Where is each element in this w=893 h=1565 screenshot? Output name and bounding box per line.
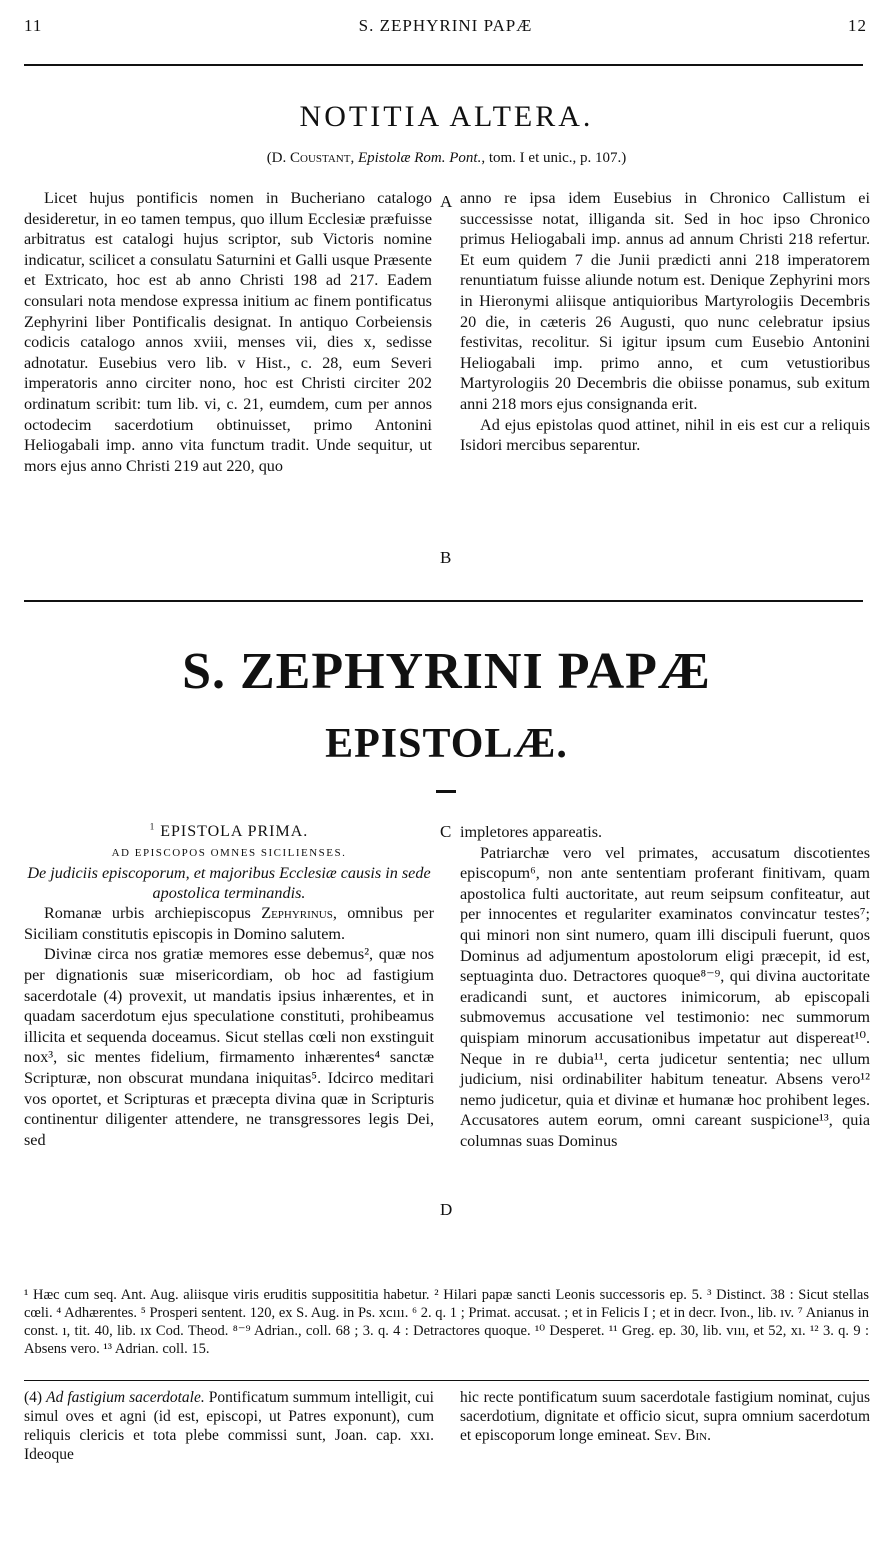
- page-number-right: 12: [848, 16, 867, 35]
- source-author: Coustant: [290, 150, 351, 166]
- epistola-title: [24, 822, 434, 843]
- epistola-right-line1: impletores appareatis.: [460, 823, 603, 841]
- salutation-b: , omnibus per Siciliam constitutis episcopis in Domino salutem.: [24, 904, 434, 943]
- title-dash: [436, 790, 456, 793]
- epistola-right-column: [460, 822, 870, 1152]
- commentary-right: [460, 1388, 870, 1445]
- commentary-ref: (4): [24, 1389, 47, 1406]
- notitia-right-column: [460, 188, 870, 456]
- running-title: S. ZEPHYRINI PAPÆ: [358, 16, 533, 35]
- salutation-a: Romanæ urbis archiepiscopus: [44, 904, 262, 923]
- notitia-right-text-2: Ad ejus epistolas quod attinet, nihil in eis est cur a reliquis Isidori mercibus separentur.: [460, 415, 870, 455]
- epistola-paragraph-2: Divinæ circa nos gratiæ memores esse debemus², quæ nos per dignationis suæ misericordiam, ob hoc ad fastigium sacerdotale (4) provexit, ut mandatis ipsius inhærentes, et in quadam sacerdotum ejus speculatione constituti, prohibeamus illicita et sequenda doceamus. Sicut stellas cœli non exstinguit nox³, sic mentes fidelium, firmamento inhærentes⁴ sanctæ Scripturæ, non obscurat mundana iniquitas⁵. Idcirco meditari vos oportet, et Scripturas et præcepta divina quæ in Scripturis continentur diligenter attendere, ne transgressores legis Dei, sed: [24, 945, 434, 1149]
- running-head: [24, 16, 867, 46]
- epistola-salutation: [24, 903, 434, 944]
- footnotes: ¹ Hæc cum seq. Ant. Aug. aliisque viris eruditis supposititia habetur. ² Hilari papæ sancti Leonis successoris ep. 5. ³ Distinct. 38 : Sicut stellas cœli. ⁴ Adhærentes. ⁵ Prosperi sentent. 120, ex S. Aug. in Ps. xcııı. ⁶ 2. q. 1 ; Primat. accusat. ; et in Felicis I ; et in decr. Ivon., lib. ıv. ⁷ Anianus in const. ı, tit. 40, lib. ıx Cod. Theod. ⁸⁻⁹ Adrian., coll. 68 ; 3. q. 4 : Detractores quoque. ¹⁰ Desperet. ¹¹ Greg. ep. 30, lib. vııı, et 52, xı. ¹² 3. q. 9 : Absens vero. ¹³ Adrian. coll. 15.: [24, 1287, 869, 1357]
- main-subtitle: EPISTOLÆ.: [325, 721, 568, 767]
- notitia-left-column: [24, 188, 432, 476]
- commentary-lemma: Ad fastigium sacerdotale.: [46, 1389, 205, 1406]
- epistola-note-ref: 1: [149, 821, 156, 832]
- footnote-rule: [24, 1380, 869, 1381]
- source-sep: ,: [350, 150, 358, 166]
- page-number-left: 11: [24, 16, 43, 35]
- epistola-summary: De judiciis episcoporum, et majoribus Ecclesiæ causis in sede apostolica terminandis.: [27, 864, 431, 903]
- margin-marker-b: B: [440, 548, 452, 567]
- epistola-right-paragraph: Patriarchæ vero vel primates, accusatum discotientes episcopum⁶, non ante sententiam proferant finitivam, quam apostolica fulti auctoritate, aut reum seipsum confiteatur, aut per innocentes et regulariter examinatos convincatur testes⁷; qui minori non sint numero, quam illi discipuli fuerunt, quos Dominus ad adjumentum apostolorum eligi præcepit, id est, septuaginta duo. Detractores quoque⁸⁻⁹, qui divina auctoritate eradicandi sunt, et auctores inimicorum, ab episcopali submovemus accusatione vel testimonio: nec summorum quispiam minorum accusationibus impetatur aut dispereat¹⁰. Neque in re dubia¹¹, certa judicetur sententia; nec ullum judicium, nisi ordinabiliter habitum teneatur. Absens vero¹² nemo judicetur, quia et divinæ et humanæ hoc prohibent leges. Accusatores autem eorum, omni careant suspicione¹³, quia columnas suas Dominus: [460, 843, 870, 1150]
- section-rule: [24, 600, 863, 602]
- margin-marker-d: D: [440, 1200, 453, 1219]
- source-work: Epistolæ Rom. Pont.: [357, 150, 482, 166]
- main-title: S. ZEPHYRINI PAPÆ: [182, 643, 711, 700]
- notitia-left-text: Licet hujus pontificis nomen in Bucheriano catalogo desideretur, in eo tamen tempus, quo illum Ecclesiæ præfuisse arbitratus est catalogi hujus scriptor, sub Victoris nomine indicatur, scilicet a consulatu Saturnini et Galli usque Præsente et Extricato, hoc est ab anno Christi 198 ad 217. Eadem consulari nota mendose expressa initium ac finem pontificatus Zephyrini liber Pontificalis designat. In antiquo Corbeiensis codicis catalogo annos xviii, menses vii, dies x, sedisse adnotatur. Eusebius vero lib. v Hist., c. 28, eum Severi imperatoris anno circiter nono, hoc est Christi circiter 202 ordinatum scribit: tum lib. vi, c. 21, eumdem, cum per annos octodecim sacerdotium obtinuisset, primo Antonini Heliogabali imp. anno vita functum tradit. Unde sequitur, ut mors ejus anno Christi 219 aut 220, quo: [24, 189, 432, 475]
- commentary-left: [24, 1388, 434, 1464]
- notitia-heading: NOTITIA ALTERA.: [299, 100, 594, 133]
- notitia-source: [0, 150, 893, 167]
- source-rest: , tom. I et unic., p. 107.): [481, 150, 627, 166]
- notitia-right-text-1: anno re ipsa idem Eusebius in Chronico Callistum ei successisse notat, illiganda sit. Sed in hoc ipso Chronico primus Heliogabali imp. annus ad annum Christi 218 refertur. Et eum quidem 7 die Junii prædicti anni 218 imperatorem renuntiatum fuisse aliunde notum est. Denique Zephyrini mors in Hieronymi aliisque antiquioribus Martyrologiis Decembris 20 die, in cæteris 26 Augusti, quo nunc celebratur ipsius festivitas, recolitur. Si igitur ipsum cum Eusebio Antonini Heliogabali imp. primo anno, et cum vetustioribus Martyrologiis 20 Decembris die obiisse ponamus, sub exitum anni 218 mors ejus consignanda erit.: [460, 189, 870, 413]
- commentary-signature: Sev. Bin.: [654, 1427, 711, 1444]
- margin-marker-a: A: [440, 192, 453, 211]
- source-prefix: (D.: [266, 150, 291, 166]
- epistola-title-text: EPISTOLA PRIMA.: [155, 823, 309, 840]
- commentary-left-text: Pontificatum summum intelligit, cui simul oves et agni (id est, episcopi, ut Patres exponunt), cum reliquis clericis et tota plebe commissi sunt, Joan. cap. xxı. Ideoque: [24, 1389, 434, 1463]
- margin-marker-c: C: [440, 822, 452, 841]
- epistola-address: AD EPISCOPOS OMNES SICILIENSES.: [111, 846, 347, 859]
- commentary-right-text: hic recte pontificatum suum sacerdotale fastigium nominat, cujus sacerdotium, dignitate et officio sicut, supra omnium sacerdotum et episcoporum longe emineat.: [460, 1389, 870, 1444]
- epistola-left-column: [24, 822, 434, 1150]
- header-rule: [24, 64, 863, 66]
- salutation-name: Zephyrinus: [261, 904, 333, 923]
